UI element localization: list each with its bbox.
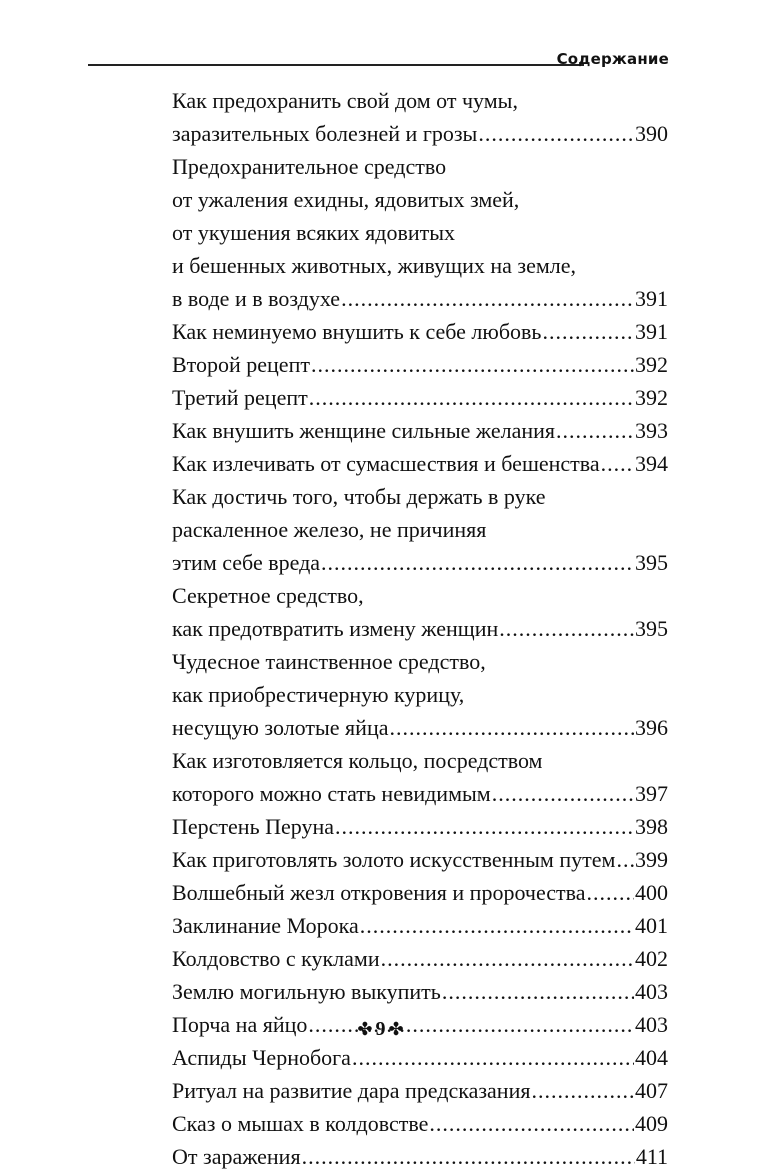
toc-page-number: 404 bbox=[635, 1045, 668, 1070]
toc-entry bbox=[172, 744, 668, 810]
toc-entry-last-line bbox=[172, 810, 668, 843]
dot-leader bbox=[321, 546, 634, 579]
running-header-title: Содержание bbox=[556, 50, 669, 68]
dot-leader bbox=[587, 876, 635, 909]
toc-entry-title: Колдовство с куклами bbox=[172, 946, 380, 971]
dot-leader bbox=[429, 1107, 634, 1140]
toc-entry bbox=[172, 150, 668, 315]
toc-entry-title: Аспиды Чернобога bbox=[172, 1045, 351, 1070]
toc-entry-last-line bbox=[172, 447, 668, 480]
toc-entry-title: Заклинание Морока bbox=[172, 913, 359, 938]
toc-entry-line: как приобрестичерную курицу, bbox=[172, 682, 465, 707]
toc-entry-last-line bbox=[172, 282, 668, 315]
toc-entry bbox=[172, 348, 668, 381]
toc-page-number: 390 bbox=[635, 121, 668, 146]
toc-entry bbox=[172, 810, 668, 843]
toc-entry-line: Как достичь того, чтобы держать в руке bbox=[172, 484, 546, 509]
toc-page-number: 391 bbox=[635, 286, 668, 311]
toc-entry-line: Как изготовляется кольцо, посредством bbox=[172, 748, 543, 773]
toc-page-number: 392 bbox=[635, 385, 668, 410]
toc-page-number: 396 bbox=[635, 715, 668, 740]
toc-entry-title: Сказ о мышах в колдовстве bbox=[172, 1111, 429, 1136]
toc-entry-title: Ритуал на развитие дара предсказания bbox=[172, 1078, 531, 1103]
toc-entry-last-line bbox=[172, 777, 668, 810]
toc-page-number: 393 bbox=[635, 418, 668, 443]
toc-entry bbox=[172, 414, 668, 447]
toc-entry-title: заразительных болезней и грозы bbox=[172, 121, 478, 146]
dot-leader bbox=[360, 909, 634, 942]
toc-entry bbox=[172, 942, 668, 975]
toc-entry-line: Предохранительное средство bbox=[172, 154, 447, 179]
toc-entry-title: Как приготовлять золото искусственным путем bbox=[172, 847, 616, 872]
toc-page-number: 409 bbox=[635, 1111, 668, 1136]
toc-page-number: 403 bbox=[635, 979, 668, 1004]
toc-page-number: 399 bbox=[635, 847, 668, 872]
toc-entry-title: Второй рецепт bbox=[172, 352, 310, 377]
page-number: 9 bbox=[375, 1018, 386, 1040]
toc-entry-last-line bbox=[172, 876, 668, 909]
toc-entry-line: от ужаления ехидны, ядовитых змей, bbox=[172, 187, 520, 212]
toc-page-number: 397 bbox=[635, 781, 668, 806]
dot-leader bbox=[499, 612, 634, 645]
toc-page-number: 403 bbox=[635, 1012, 668, 1037]
toc-page-number: 392 bbox=[635, 352, 668, 377]
dot-leader bbox=[335, 810, 634, 843]
toc-entry bbox=[172, 909, 668, 942]
toc-entry-last-line bbox=[172, 381, 668, 414]
toc-entry-line: Секретное средство, bbox=[172, 583, 364, 608]
toc-entry bbox=[172, 447, 668, 480]
toc-entry-title: Перстень Перуна bbox=[172, 814, 335, 839]
dot-leader bbox=[616, 843, 634, 876]
toc-entry-title: в воде и в воздухе bbox=[172, 286, 341, 311]
toc-entry-title: Волшебный жезл откровения и пророчества bbox=[172, 880, 586, 905]
toc-entry bbox=[172, 381, 668, 414]
dot-leader bbox=[442, 975, 634, 1008]
page-footer bbox=[0, 1018, 761, 1041]
header-rule bbox=[88, 64, 584, 66]
table-of-contents bbox=[172, 84, 668, 1173]
toc-page-number: 402 bbox=[635, 946, 668, 971]
toc-entry-title: этим себе вреда bbox=[172, 550, 321, 575]
toc-entry-last-line bbox=[172, 909, 668, 942]
toc-entry-last-line bbox=[172, 975, 668, 1008]
toc-entry bbox=[172, 1074, 668, 1107]
toc-entry bbox=[172, 480, 668, 579]
toc-page-number: 401 bbox=[635, 913, 668, 938]
toc-page-number: 398 bbox=[635, 814, 668, 839]
toc-entry-title: Как неминуемо внушить к себе любовь bbox=[172, 319, 542, 344]
toc-page-number: 395 bbox=[635, 550, 668, 575]
toc-entry-last-line bbox=[172, 843, 668, 876]
toc-entry-title: которого можно стать невидимым bbox=[172, 781, 491, 806]
toc-entry-last-line bbox=[172, 942, 668, 975]
dot-leader bbox=[302, 1140, 635, 1173]
dot-leader bbox=[381, 942, 634, 975]
toc-page-number: 407 bbox=[635, 1078, 668, 1103]
dot-leader bbox=[531, 1074, 634, 1107]
toc-entry-last-line bbox=[172, 711, 668, 744]
toc-entry-title: От заражения bbox=[172, 1144, 301, 1169]
toc-entry-title: как предотвратить измену женщин bbox=[172, 616, 499, 641]
toc-entry-title: несущую золотые яйца bbox=[172, 715, 389, 740]
toc-entry-last-line bbox=[172, 1107, 668, 1140]
toc-page-number: 395 bbox=[635, 616, 668, 641]
toc-entry bbox=[172, 84, 668, 150]
dot-leader bbox=[390, 711, 635, 744]
toc-page-number: 394 bbox=[635, 451, 668, 476]
toc-entry-last-line bbox=[172, 1041, 668, 1074]
toc-entry-line: раскаленное железо, не причиняя bbox=[172, 517, 487, 542]
toc-entry bbox=[172, 975, 668, 1008]
toc-entry bbox=[172, 1041, 668, 1074]
toc-entry-title: Третий рецепт bbox=[172, 385, 308, 410]
toc-entry-line: Как предохранить свой дом от чумы, bbox=[172, 88, 518, 113]
toc-entry-line: от укушения всяких ядовитых bbox=[172, 220, 456, 245]
toc-entry-last-line bbox=[172, 1074, 668, 1107]
ornament-right-icon: ✤ bbox=[388, 1019, 404, 1040]
toc-entry-last-line bbox=[172, 1140, 668, 1173]
toc-page-number: 411 bbox=[635, 1144, 668, 1169]
toc-entry bbox=[172, 1140, 668, 1173]
toc-page-number: 400 bbox=[635, 880, 668, 905]
toc-entry bbox=[172, 645, 668, 744]
dot-leader bbox=[492, 777, 634, 810]
toc-entry-title: Как излечивать от сумасшествия и бешенства bbox=[172, 451, 600, 476]
toc-entry-last-line bbox=[172, 117, 668, 150]
dot-leader bbox=[478, 117, 634, 150]
toc-entry-last-line bbox=[172, 315, 668, 348]
toc-entry-last-line bbox=[172, 414, 668, 447]
toc-entry-last-line bbox=[172, 612, 668, 645]
toc-entry-line: Чудесное таинственное средство, bbox=[172, 649, 486, 674]
toc-entry bbox=[172, 843, 668, 876]
dot-leader bbox=[309, 381, 634, 414]
toc-entry-last-line bbox=[172, 546, 668, 579]
dot-leader bbox=[311, 348, 634, 381]
dot-leader bbox=[601, 447, 634, 480]
dot-leader bbox=[556, 414, 634, 447]
toc-entry bbox=[172, 579, 668, 645]
toc-entry-title: Землю могильную выкупить bbox=[172, 979, 441, 1004]
toc-entry bbox=[172, 876, 668, 909]
dot-leader bbox=[341, 282, 634, 315]
dot-leader bbox=[352, 1041, 634, 1074]
toc-entry-last-line bbox=[172, 348, 668, 381]
toc-entry-line: и бешенных животных, живущих на земле, bbox=[172, 253, 577, 278]
toc-entry bbox=[172, 315, 668, 348]
toc-entry bbox=[172, 1107, 668, 1140]
toc-page-number: 391 bbox=[635, 319, 668, 344]
toc-entry-title: Порча на яйцо bbox=[172, 1012, 308, 1037]
dot-leader bbox=[542, 315, 634, 348]
ornament-left-icon: ✤ bbox=[357, 1019, 373, 1040]
toc-entry-title: Как внушить женщине сильные желания bbox=[172, 418, 556, 443]
